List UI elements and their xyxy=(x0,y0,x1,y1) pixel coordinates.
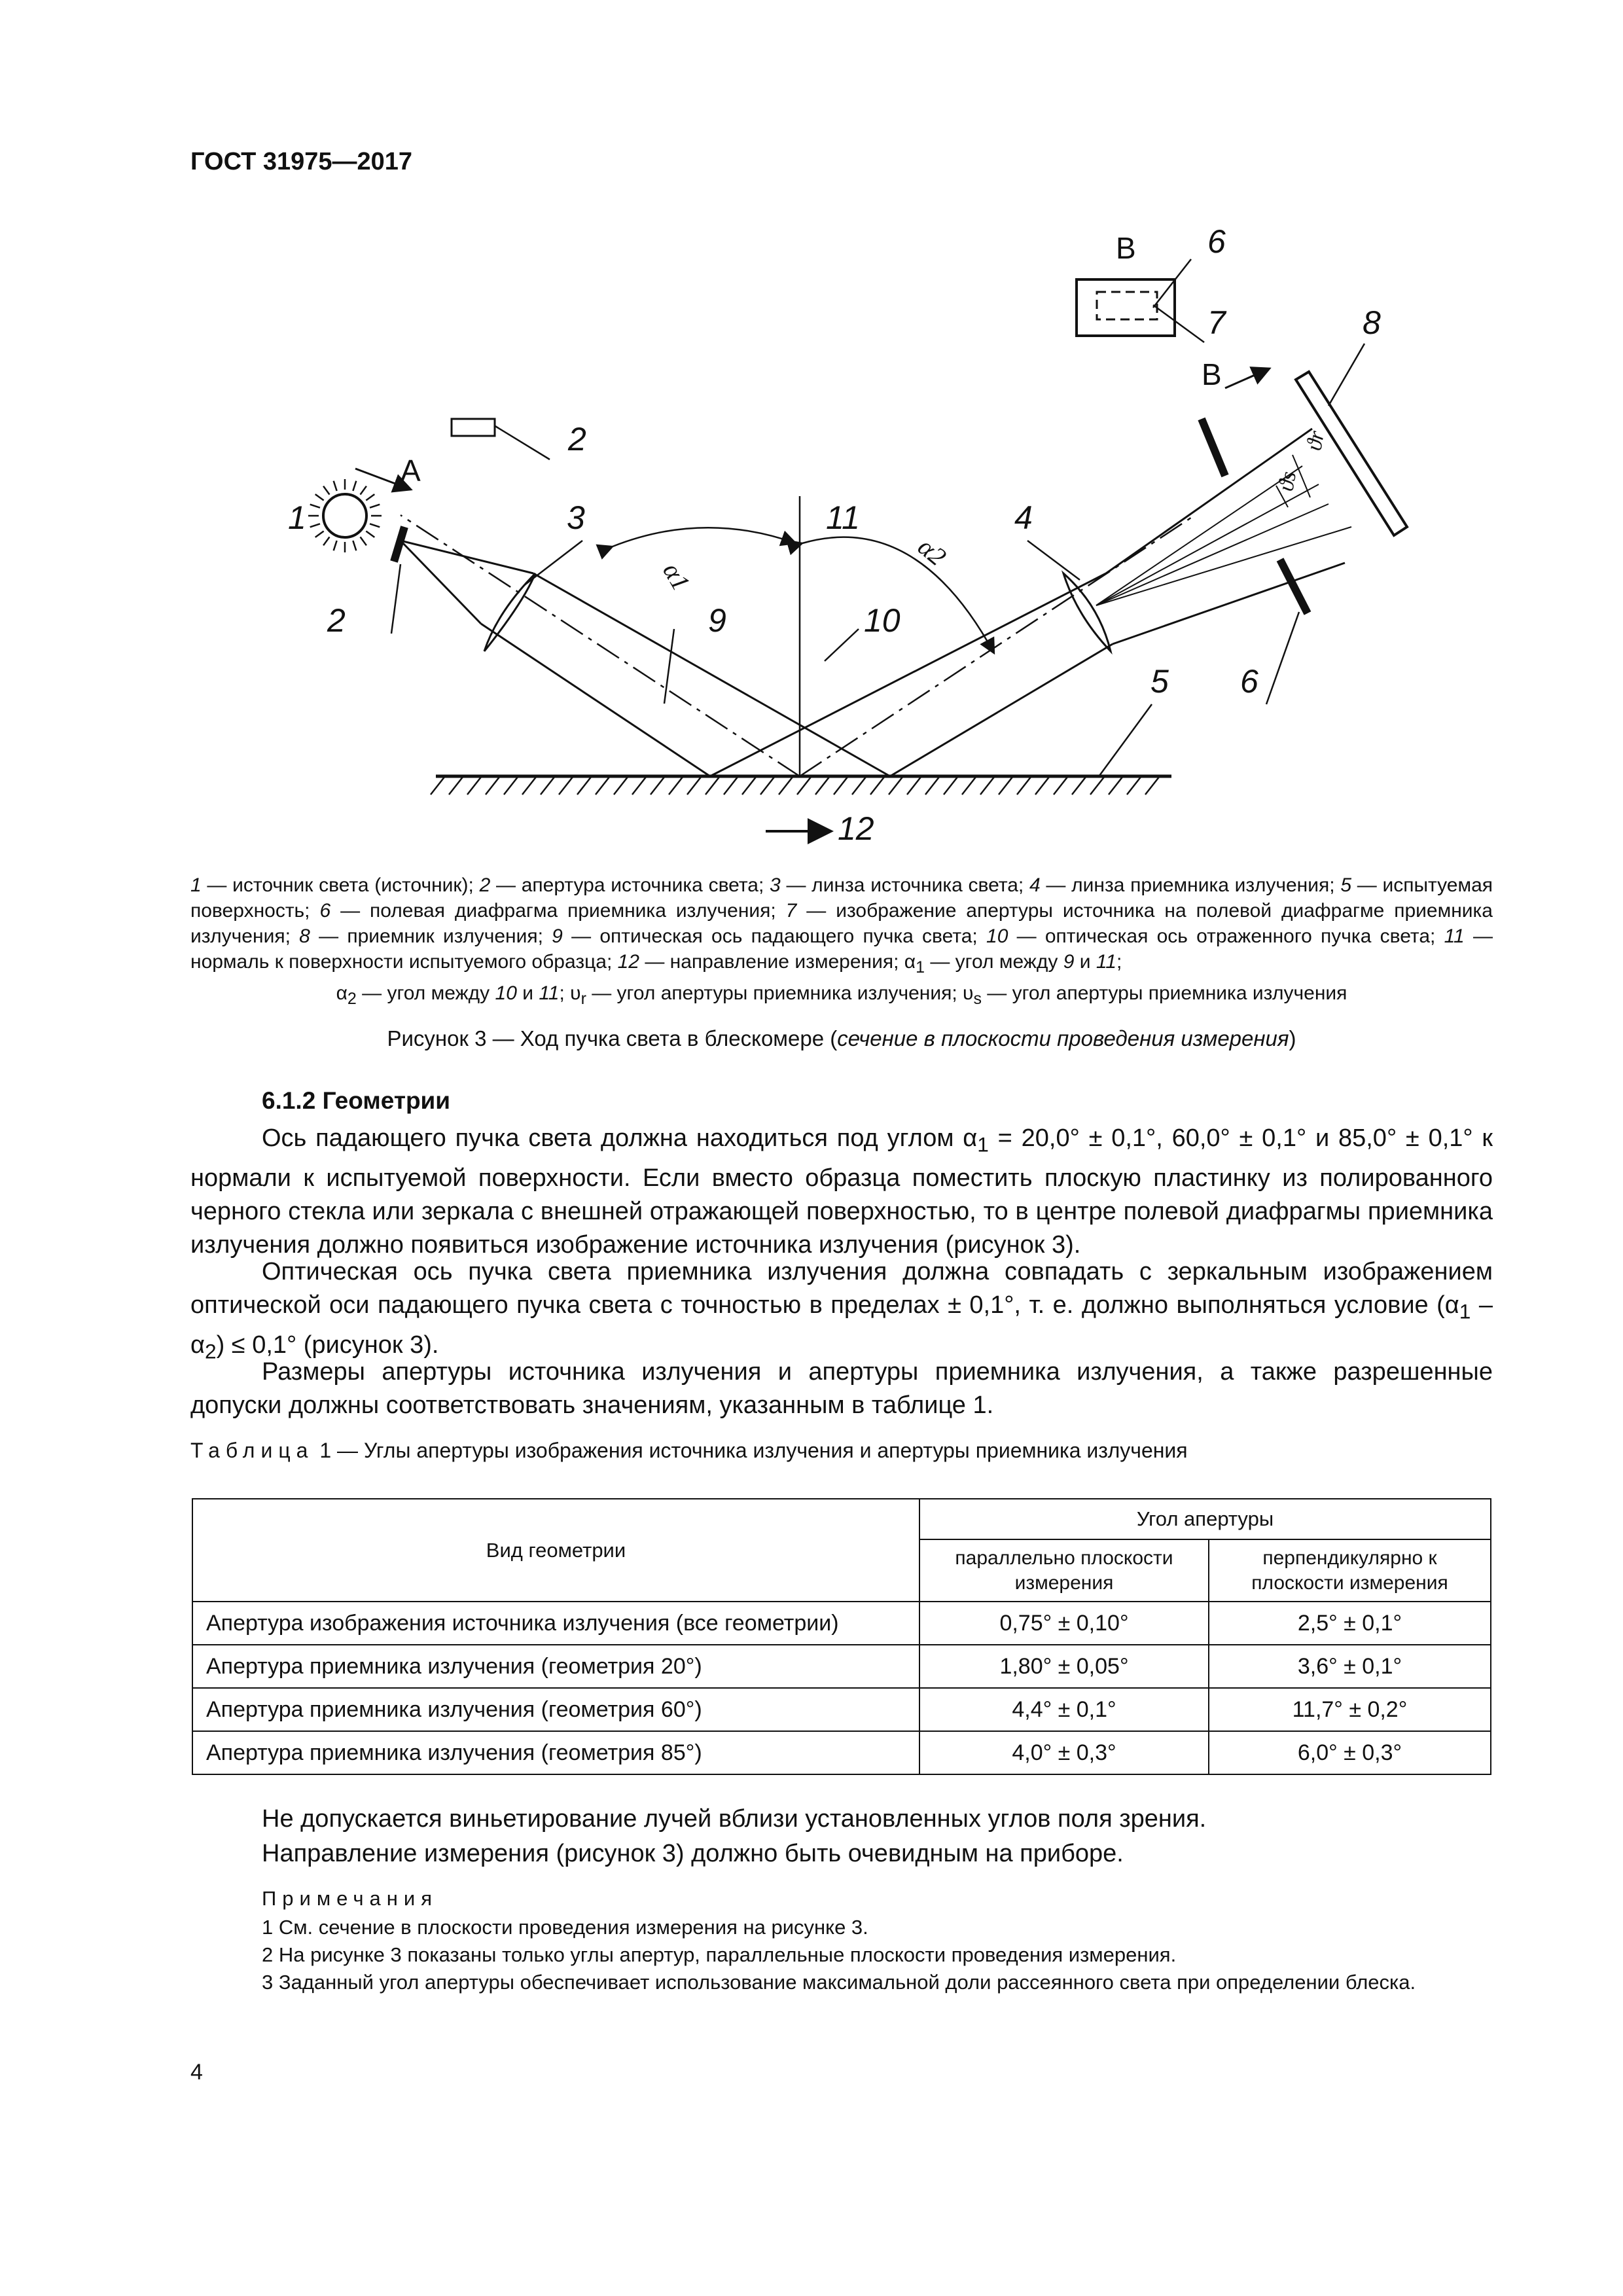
table-cell: 3,6° ± 0,1° xyxy=(1209,1645,1491,1688)
paragraph-3: Размеры апертуры источника излучения и апертуры приемника излучения, а также разрешенные допуски должны соответствовать значениям, указанным в таблице 1. xyxy=(190,1358,1493,1419)
figure-3-diagram xyxy=(0,0,1623,877)
table-cell: 4,4° ± 0,1° xyxy=(919,1688,1209,1731)
caption-prefix: Рисунок 3 — Ход пучка света в блескомере ( xyxy=(387,1026,838,1050)
figure-legend xyxy=(190,872,1493,1012)
legend-last-line: $\alpha_2$ — угол между 10 и 11; $\upsilon_r$ — угол апертуры приемника излучения; $\upsilon_s$ — угол апертуры приемника излучения xyxy=(336,982,1347,1008)
field-diaphragm-6-top xyxy=(1202,419,1225,476)
field-diaphragm-6-bottom xyxy=(1280,560,1308,613)
source-cone-top xyxy=(401,541,533,573)
reflected-beam-edge-2 xyxy=(890,644,1113,776)
table-cell: 11,7° ± 0,2° xyxy=(1209,1688,1491,1731)
label-10: 10 xyxy=(864,602,901,639)
label-1: 1 xyxy=(288,499,306,536)
label-4: 4 xyxy=(1014,499,1033,536)
text-after-table-1: Не допускается виньетирование лучей вблизи установленных углов поля зрения. xyxy=(262,1805,1207,1833)
receiver-beam-top xyxy=(1106,429,1312,573)
page-number: 4 xyxy=(190,2060,203,2085)
table-caption xyxy=(190,1439,1188,1463)
table-header-parallel: параллельно плоскости измерения xyxy=(919,1539,1209,1602)
table-cell: 0,75° ± 0,10° xyxy=(919,1602,1209,1645)
label-theta-r: ϑr xyxy=(1302,429,1330,453)
label-6: 6 xyxy=(1240,663,1258,700)
label-2: 2 xyxy=(327,602,346,639)
table-caption-text: 1 — Углы апертуры изображения источника излучения и апертуры приемника излучения xyxy=(313,1439,1188,1462)
text-after-table-2: Направление измерения (рисунок 3) должно быть очевидным на приборе. xyxy=(262,1840,1124,1867)
label-5: 5 xyxy=(1150,663,1169,700)
section-title: 6.1.2 Геометрии xyxy=(262,1087,451,1114)
aperture-2 xyxy=(394,527,404,562)
table-cell: 1,80° ± 0,05° xyxy=(919,1645,1209,1688)
source-cone-bottom xyxy=(401,541,481,624)
note-2: 2 На рисунке 3 показаны только углы апертур, параллельные плоскости проведения измерения. xyxy=(262,1943,1177,1966)
surface-hatching xyxy=(431,776,1160,795)
source-image-7 xyxy=(1097,292,1157,319)
document-header: ГОСТ 31975—2017 xyxy=(190,148,413,175)
table-cell: Апертура приемника излучения (геометрия 20°) xyxy=(192,1645,919,1688)
table-row xyxy=(192,1602,1491,1645)
table-cell: 4,0° ± 0,3° xyxy=(919,1731,1209,1774)
caption-italic: сечение в плоскости проведения измерения xyxy=(837,1026,1289,1050)
label-8: 8 xyxy=(1363,304,1381,341)
aperture-2-top xyxy=(452,419,495,436)
paragraph-1: Ось падающего пучка света должна находиться под углом $\alpha_1 = 20,0^\circ \pm 0,1^\circ$, 60,0° ± 0,1° и 85,0° ± 0,1° к нормали к испытуемой поверхности. Если вместо образца поместить плоскую пластинку из полированного черного стекла или зеркала с внешней отражающей поверхностью, то в центре полевой диафрагмы приемника излучения должно появиться изображение источника излучения (рисунок 3). xyxy=(190,1124,1493,1259)
aperture-table xyxy=(192,1498,1491,1775)
label-12: 12 xyxy=(838,810,874,847)
label-B-arrow: В xyxy=(1202,357,1222,391)
label-6-top: 6 xyxy=(1207,223,1226,260)
note-1: 1 См. сечение в плоскости проведения измерения на рисунке 3. xyxy=(262,1916,868,1939)
label-7: 7 xyxy=(1207,304,1226,341)
label-theta-s: ϑs xyxy=(1274,469,1302,493)
figure-caption xyxy=(190,1026,1493,1051)
table-header-perpendicular: перпендикулярно к плоскости измерения xyxy=(1209,1539,1491,1602)
table-caption-label: Таблица xyxy=(190,1439,314,1462)
incident-axis-9 xyxy=(401,515,800,776)
label-3: 3 xyxy=(567,499,585,536)
caption-suffix: ) xyxy=(1289,1026,1296,1050)
label-B-view: В xyxy=(1116,231,1136,265)
incident-beam-edge-1 xyxy=(481,624,710,776)
lens-4 xyxy=(1063,573,1111,651)
table-row xyxy=(192,1731,1491,1774)
label-9: 9 xyxy=(708,602,726,639)
table-row xyxy=(192,1688,1491,1731)
table-cell: 2,5° ± 0,1° xyxy=(1209,1602,1491,1645)
label-alpha2: α2 xyxy=(912,531,952,572)
notes-title: Примечания xyxy=(262,1887,438,1910)
table-cell: Апертура изображения источника излучения (все геометрии) xyxy=(192,1602,919,1645)
lens-3 xyxy=(484,573,535,651)
table-header-geometry: Вид геометрии xyxy=(192,1499,919,1602)
label-A: А xyxy=(401,454,421,488)
note-3: 3 Заданный угол апертуры обеспечивает использование максимальной доли рассеянного света при определении блеска. xyxy=(262,1971,1416,1994)
paragraph-2: Оптическая ось пучка света приемника излучения должна совпадать с зеркальным изображением оптической оси падающего пучка света с точностью в пределах ± 0,1°, т. е. должно выполняться условие $(\alpha_1 - \alpha_2) \le 0,1^\circ$ (рисунок 3). xyxy=(190,1258,1493,1363)
reflected-axis-10 xyxy=(800,515,1195,776)
table-cell: 6,0° ± 0,3° xyxy=(1209,1731,1491,1774)
reflected-beam-edge-1 xyxy=(710,573,1106,776)
table-cell: Апертура приемника излучения (геометрия 60°) xyxy=(192,1688,919,1731)
view-B-box xyxy=(1077,279,1175,336)
legend-main-text: 1 — источник света (источник); 2 — апертура источника света; 3 — линза источника света; 4 — линза приемника излучения; 5 — испытуемая поверхность; 6 — полевая диафрагма приемника излучения; 7 — изображение апертуры источника на полевой диафрагме приемника излучения; 8 — приемник излучения; 9 — оптическая ось падающего пучка света; 10 — оптическая ось отраженного пучка света; 11 — нормаль к поверхности испытуемого образца; 12 — направление измерения; $\alpha_1$ — угол между 9 и 11; xyxy=(190,874,1493,977)
table-row xyxy=(192,1645,1491,1688)
table-header-aperture-angle: Угол апертуры xyxy=(919,1499,1491,1539)
label-alpha1: α1 xyxy=(657,558,696,596)
light-source-1 xyxy=(323,494,366,537)
receiver-beam-bottom xyxy=(1113,563,1345,644)
label-11: 11 xyxy=(826,499,860,536)
label-2-top: 2 xyxy=(568,421,586,457)
table-cell: Апертура приемника излучения (геометрия 85°) xyxy=(192,1731,919,1774)
